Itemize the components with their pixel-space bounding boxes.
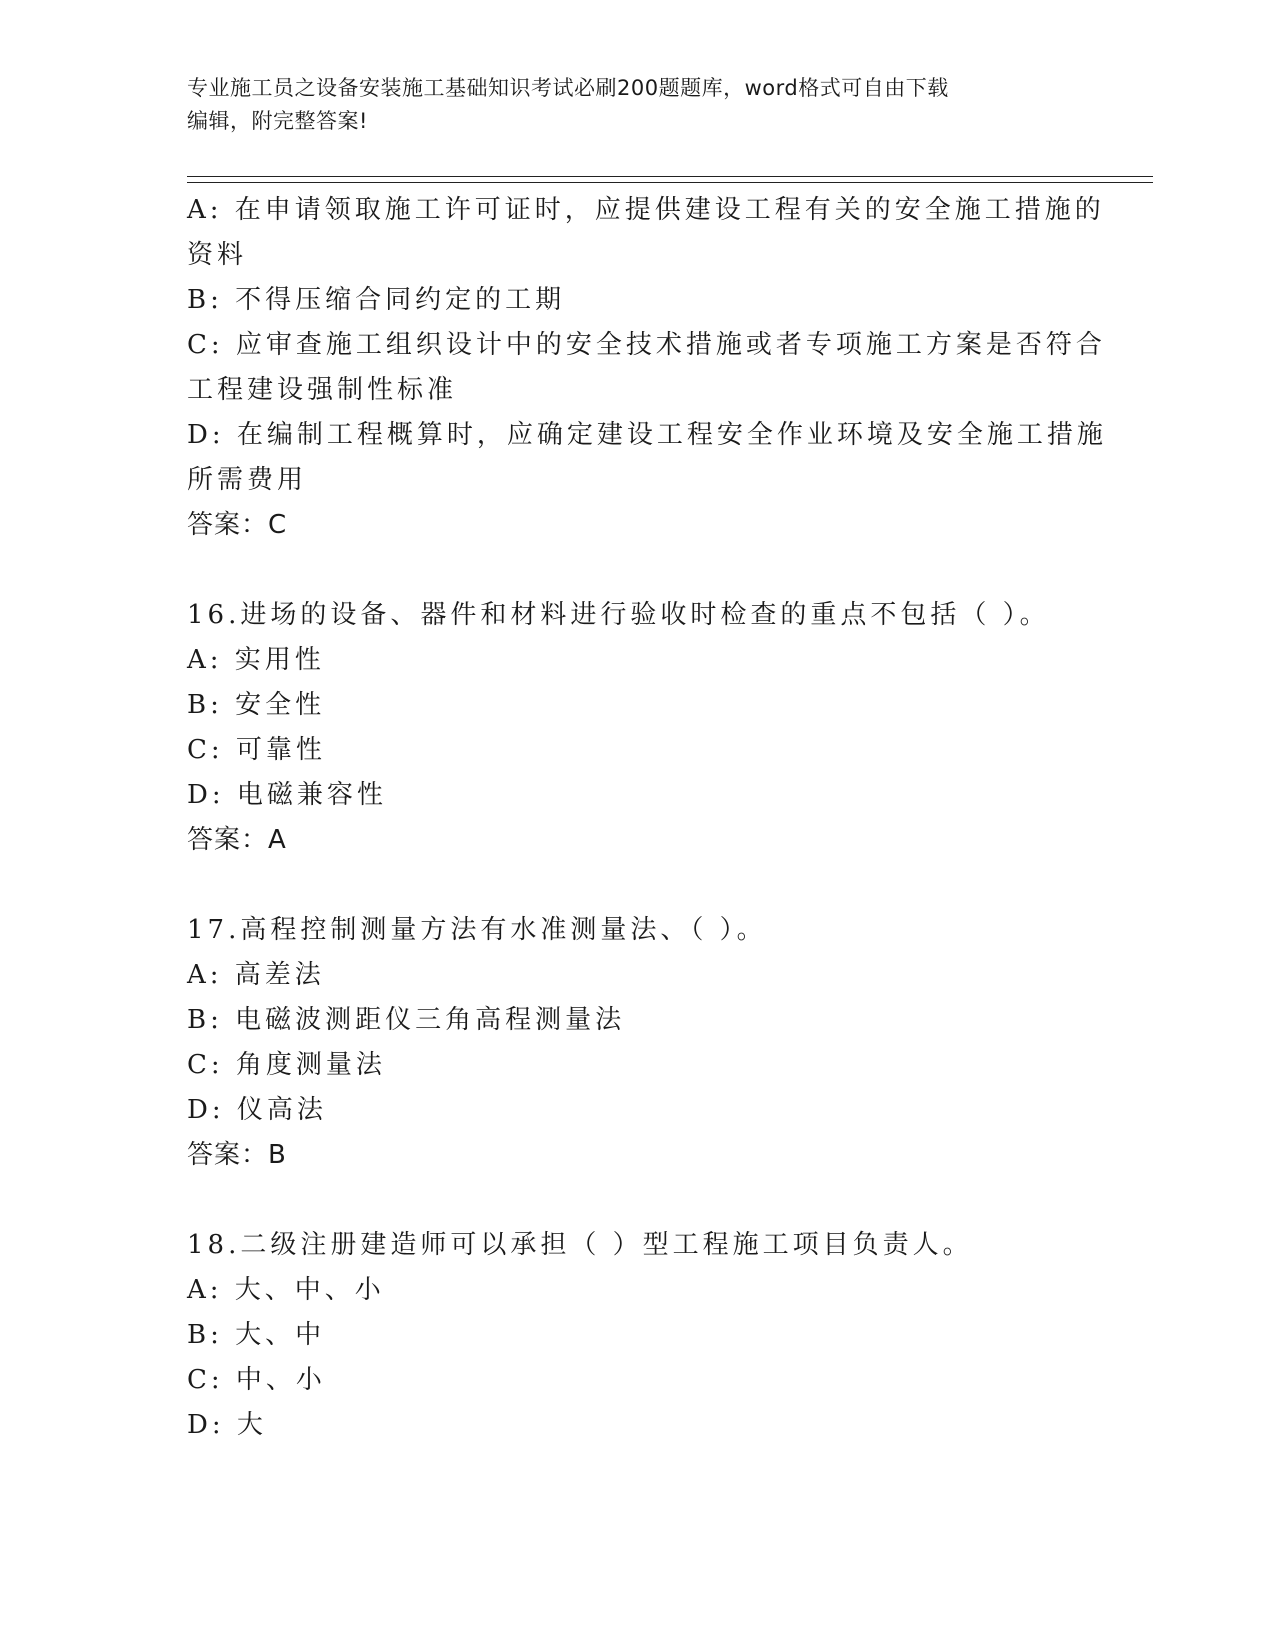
q18-option-c: C: 中、小 bbox=[187, 1365, 326, 1395]
q15-option-c-line-1: C: 应审查施工组织设计中的安全技术措施或者专项施工方案是否符合 bbox=[187, 330, 1106, 360]
header-title-line-2: 编辑，附完整答案! bbox=[187, 109, 368, 133]
q18-option-a: A: 大、中、小 bbox=[187, 1275, 385, 1305]
header-title-line-1: 专业施工员之设备安装施工基础知识考试必刷200题题库，word格式可自由下载 bbox=[187, 76, 949, 100]
q17-question: 17.高程控制测量方法有水准测量法、（ ）。 bbox=[187, 915, 767, 945]
spacer bbox=[187, 863, 1087, 908]
q15-option-d-line-1: D: 在编制工程概算时，应确定建设工程安全作业环境及安全施工措施 bbox=[187, 420, 1107, 450]
document-header bbox=[187, 72, 1087, 138]
question-content bbox=[187, 188, 1107, 1448]
q17-option-b: B: 电磁波测距仪三角高程测量法 bbox=[187, 1005, 626, 1035]
question-15-block bbox=[187, 188, 1107, 548]
q16-option-b: B: 安全性 bbox=[187, 690, 326, 720]
question-17-block bbox=[187, 908, 1087, 1178]
q16-answer: 答案：A bbox=[187, 825, 287, 855]
q16-option-c: C: 可靠性 bbox=[187, 735, 326, 765]
spacer bbox=[187, 1178, 1087, 1223]
header-divider-bottom bbox=[187, 182, 1153, 183]
q16-option-d: D: 电磁兼容性 bbox=[187, 780, 387, 810]
q15-option-a-line-1: A: 在申请领取施工许可证时，应提供建设工程有关的安全施工措施的 bbox=[187, 195, 1105, 225]
q17-option-c: C: 角度测量法 bbox=[187, 1050, 386, 1080]
q17-option-a: A: 高差法 bbox=[187, 960, 325, 990]
q18-question: 18.二级注册建造师可以承担（ ）型工程施工项目负责人。 bbox=[187, 1230, 973, 1260]
q16-question: 16.进场的设备、器件和材料进行验收时检查的重点不包括（ ）。 bbox=[187, 600, 1050, 630]
q18-option-d: D: 大 bbox=[187, 1410, 267, 1440]
q15-answer: 答案：C bbox=[187, 510, 288, 540]
q15-option-d-line-2: 所需费用 bbox=[187, 465, 308, 495]
q15-option-b: B: 不得压缩合同约定的工期 bbox=[187, 285, 566, 315]
question-16-block bbox=[187, 593, 1087, 863]
q17-option-d: D: 仪高法 bbox=[187, 1095, 327, 1125]
q18-option-b: B: 大、中 bbox=[187, 1320, 326, 1350]
question-18-block bbox=[187, 1223, 1087, 1448]
spacer bbox=[187, 548, 1087, 593]
q15-option-a-line-2: 资料 bbox=[187, 240, 248, 270]
q15-option-c-line-2: 工程建设强制性标准 bbox=[187, 375, 458, 405]
q16-option-a: A: 实用性 bbox=[187, 645, 325, 675]
q17-answer: 答案：B bbox=[187, 1140, 287, 1170]
header-divider-top bbox=[187, 176, 1153, 177]
